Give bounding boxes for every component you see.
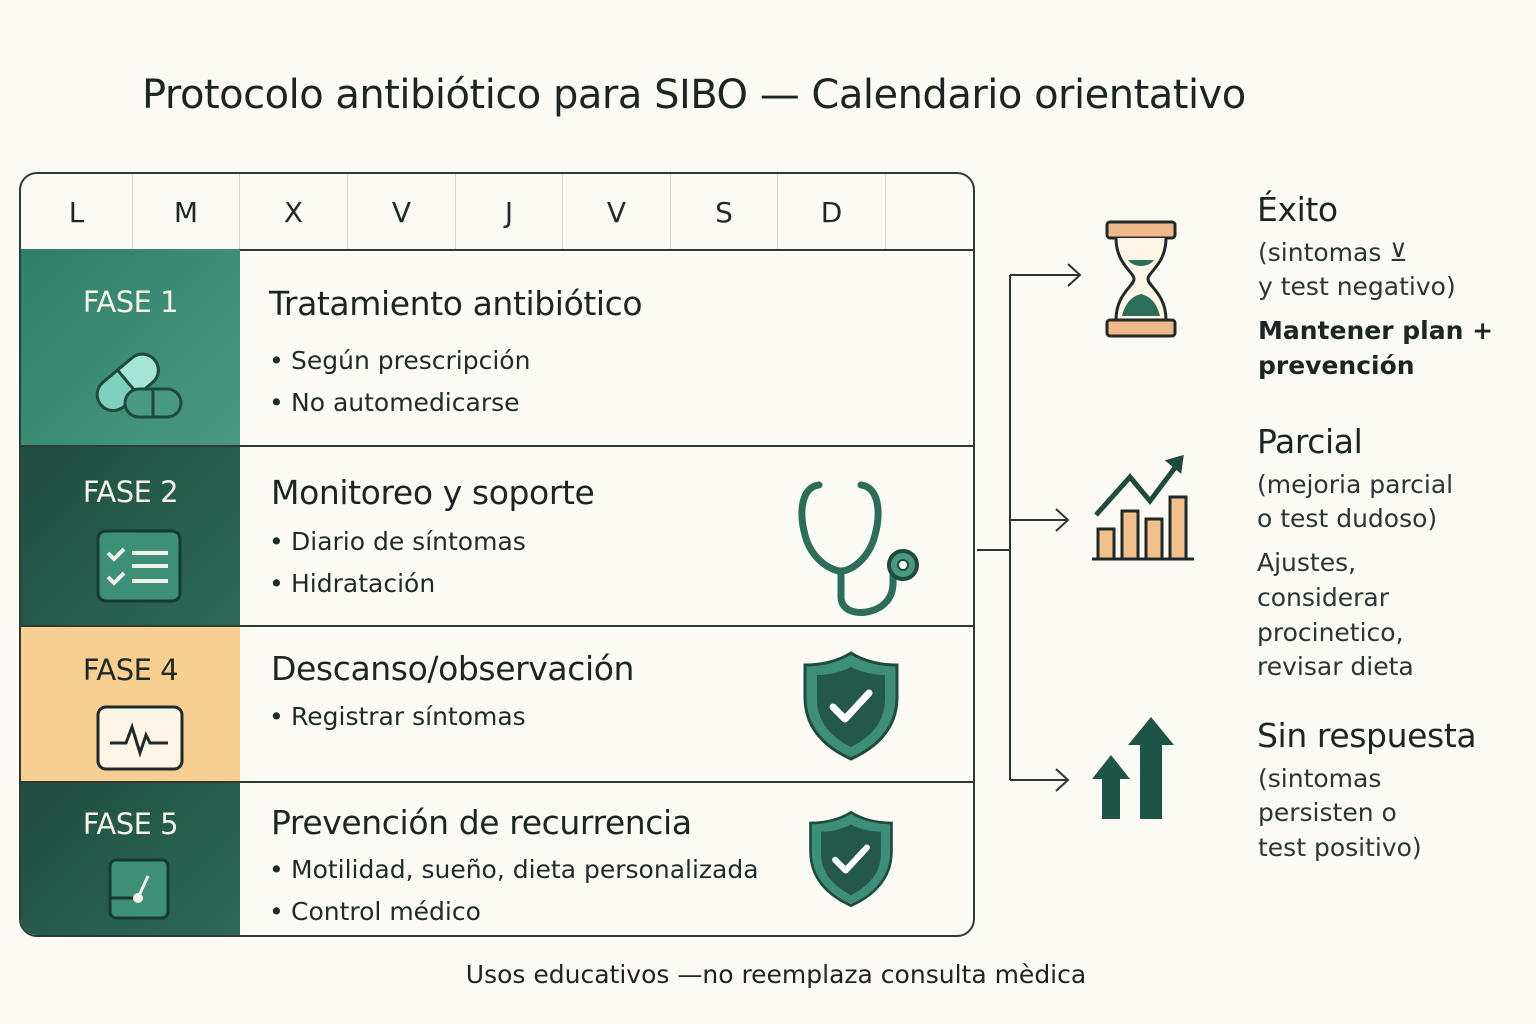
- day-wednesday: X: [240, 174, 348, 249]
- outcome-line: (sintomas: [1258, 764, 1382, 793]
- day-thursday: V: [348, 174, 456, 249]
- outcome-action: considerar: [1257, 583, 1389, 612]
- outcome-title-sin-respuesta: Sin respuesta: [1257, 716, 1477, 755]
- bar-chart-trend-icon: [1090, 455, 1196, 563]
- outcome-title-exito: Éxito: [1257, 190, 1338, 229]
- phase-bullet: • Registrar síntomas: [269, 702, 526, 731]
- hourglass-icon: [1104, 220, 1178, 340]
- phase-label: FASE 5: [82, 807, 179, 841]
- outcome-line: (mejoria parcial: [1257, 470, 1454, 499]
- phase-title: Tratamiento antibiótico: [269, 284, 643, 323]
- phase-bullet: • Motilidad, sueño, dieta personalizada: [269, 855, 759, 884]
- outcome-title-parcial: Parcial: [1257, 422, 1363, 461]
- phase-bullet: • Según prescripción: [269, 346, 530, 375]
- phase-bullet: • Diario de síntomas: [269, 527, 526, 556]
- page-title: Protocolo antibiótico para SIBO — Calendario orientativo: [142, 72, 1246, 118]
- disclaimer-footer: Usos educativos —no reemplaza consulta mèdica: [465, 960, 1087, 989]
- up-arrows-icon: [1090, 715, 1174, 821]
- outcome-action: Ajustes,: [1257, 548, 1357, 577]
- phase-label: FASE 1: [82, 285, 179, 319]
- day-monday: L: [21, 174, 133, 249]
- outcome-line: o test dudoso): [1257, 504, 1438, 533]
- outcome-action: Mantener plan +: [1258, 316, 1494, 345]
- day-sunday: D: [778, 174, 886, 249]
- outcome-line: persisten o: [1258, 798, 1397, 827]
- phase-bullet: • Hidratación: [269, 569, 435, 598]
- outcome-action: procinetico,: [1257, 618, 1404, 647]
- day-saturday: S: [671, 174, 778, 249]
- day-friday-j: J: [456, 174, 563, 249]
- phase-title: Descanso/observación: [271, 649, 635, 688]
- day-tuesday: M: [133, 174, 240, 249]
- phase-bullet: • No automedicarse: [269, 388, 520, 417]
- outcome-line: test positivo): [1258, 833, 1422, 862]
- day-friday: V: [563, 174, 671, 249]
- outcome-action: revisar dieta: [1257, 652, 1414, 681]
- phase-title: Prevención de recurrencia: [271, 803, 692, 842]
- phase-title: Monitoreo y soporte: [271, 473, 595, 512]
- outcome-line: (sintomas ⊻: [1258, 238, 1408, 267]
- phase-label: FASE 2: [82, 475, 179, 509]
- phase-bullet: • Control médico: [269, 897, 481, 926]
- outcome-line: y test negativo): [1258, 272, 1456, 301]
- outcome-action: prevención: [1258, 351, 1415, 380]
- phase-label: FASE 4: [82, 653, 179, 687]
